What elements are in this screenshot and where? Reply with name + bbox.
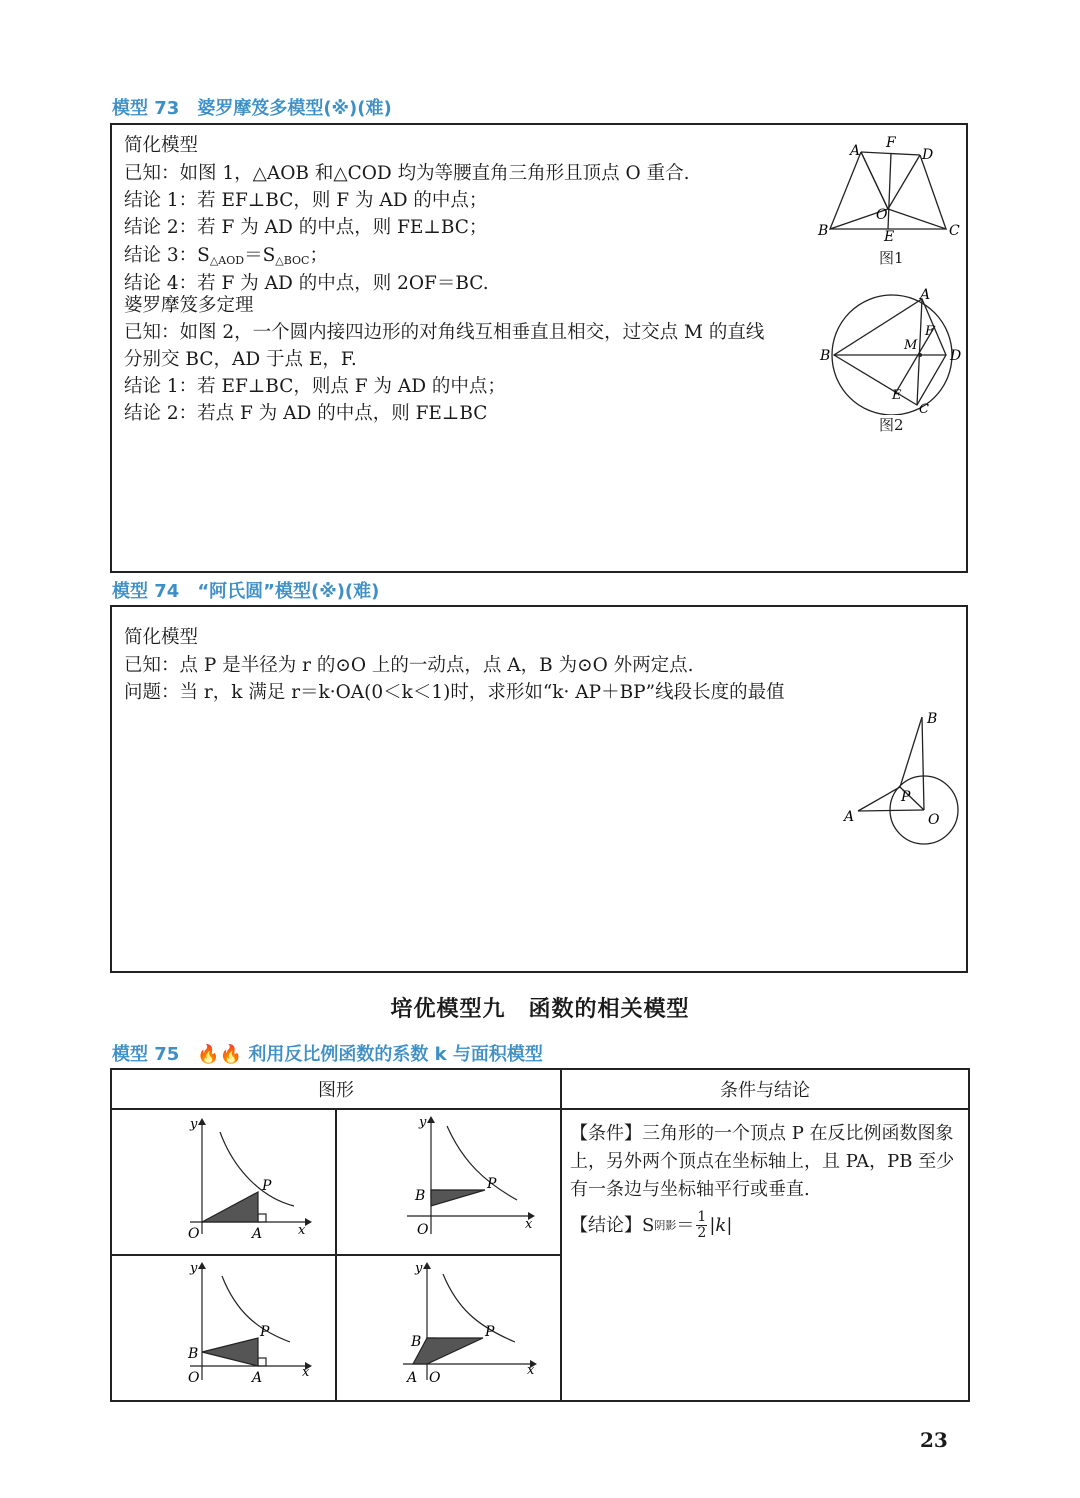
g1-label-y: y	[190, 1117, 198, 1132]
conclusion-4: 结论 4：若 F 为 AD 的中点，则 2OF＝BC.	[124, 273, 489, 294]
g1-label-P: P	[262, 1178, 272, 1194]
g3-label-P: P	[260, 1324, 270, 1340]
conclusion-3-end: ；	[309, 245, 328, 266]
given-text-2a: 已知：如图 2，一个圆内接四边形的对角线互相垂直且相交，过交点 M 的直线	[124, 322, 765, 343]
g4-label-y: y	[415, 1261, 423, 1276]
model73-heading: 模型 73 婆罗摩笈多模型(※)(难)	[112, 98, 392, 119]
fraction-numerator: 1	[697, 1209, 707, 1225]
g3-label-y: y	[190, 1261, 198, 1276]
g2-label-O: O	[417, 1222, 429, 1238]
g2-label-x: x	[525, 1217, 533, 1232]
fig1-label-F: F	[886, 135, 896, 151]
brahmagupta-theorem-label: 婆罗摩笈多定理	[124, 295, 254, 316]
g4-label-O: O	[429, 1370, 441, 1386]
graph-cell-3	[111, 1255, 336, 1401]
fig2-label-M: M	[904, 338, 918, 353]
fig2-label-D: D	[950, 348, 962, 364]
given-text-74: 已知：点 P 是半径为 r 的⊙O 上的一动点，点 A，B 为⊙O 外两定点.	[124, 655, 694, 676]
fig1-label-A: A	[850, 143, 861, 159]
g1-label-A: A	[252, 1226, 263, 1242]
graph-cell-2	[336, 1109, 561, 1255]
conclusion-3-lead: 结论 3：S	[124, 245, 210, 266]
fig1-label-B: B	[818, 223, 829, 239]
given-text: 已知：如图 1，△AOB 和△COD 均为等腰直角三角形且顶点 O 重合.	[124, 163, 690, 184]
graph-1	[112, 1110, 335, 1250]
graph-4	[337, 1256, 560, 1396]
conclusion-prefix: 【结论】S	[570, 1214, 655, 1236]
conclusion-2: 结论 2：若 F 为 AD 的中点，则 FE⊥BC；	[124, 217, 488, 238]
conclusion-3	[124, 243, 328, 274]
condition-text: 【条件】三角形的一个顶点 P 在反比例函数图象上，另外两个顶点在坐标轴上，且 PA，PB 至少有一条边与坐标轴平行或垂直.	[570, 1123, 955, 1200]
conclusion-text	[570, 1210, 960, 1241]
model74-heading: 模型 74 “阿氏圆”模型(※)(难)	[112, 581, 380, 602]
fig1-label-O: O	[876, 207, 888, 223]
theorem-conclusion-1: 结论 1：若 EF⊥BC，则点 F 为 AD 的中点；	[124, 376, 506, 397]
figure-1-diagram	[812, 131, 962, 241]
conclusion-3-mid: ＝S	[244, 245, 276, 266]
g4-label-A: A	[407, 1370, 418, 1386]
simplified-model-label-74: 简化模型	[124, 627, 199, 648]
conclusion-3-sub1: △AOD	[209, 254, 245, 267]
model74-box	[110, 605, 968, 973]
section-title: 培优模型九 函数的相关模型	[390, 997, 690, 1022]
fig1-label-D: D	[922, 147, 934, 163]
fig74-label-A: A	[844, 809, 855, 825]
g2-label-y: y	[419, 1115, 427, 1130]
g1-label-x: x	[298, 1223, 306, 1238]
given-text-2b: 分别交 BC，AD 于点 E，F.	[124, 349, 357, 370]
model75-heading: 模型 75 🔥🔥 利用反比例函数的系数 k 与面积模型	[112, 1044, 543, 1065]
model73-box	[110, 123, 968, 573]
graph-2	[337, 1110, 560, 1250]
column-header-figure: 图形	[111, 1069, 561, 1109]
conclusion-abs-k: |k|	[709, 1214, 733, 1236]
g1-label-O: O	[188, 1226, 200, 1242]
g3-label-x: x	[302, 1365, 310, 1380]
g2-label-B: B	[415, 1188, 426, 1204]
fig2-label-E: E	[892, 388, 902, 403]
column-header-conditions: 条件与结论	[561, 1069, 969, 1109]
g4-label-B: B	[411, 1334, 422, 1350]
conclusion-sub: 阴影	[654, 1218, 677, 1232]
graph-cell-1	[111, 1109, 336, 1255]
fraction-denominator: 2	[697, 1225, 707, 1241]
simplified-model-label: 简化模型	[124, 135, 199, 156]
g3-label-A: A	[252, 1370, 263, 1386]
fig74-label-O: O	[928, 812, 940, 828]
g4-label-P: P	[485, 1324, 495, 1340]
figure-1-caption: 图1	[879, 249, 904, 267]
fig1-label-E: E	[884, 229, 895, 241]
fig1-label-C: C	[949, 223, 960, 239]
theorem-conclusion-2: 结论 2：若点 F 为 AD 的中点，则 FE⊥BC	[124, 403, 488, 424]
fig2-label-B: B	[820, 348, 831, 364]
fraction	[696, 1210, 707, 1241]
conclusion-1: 结论 1：若 EF⊥BC，则 F 为 AD 的中点；	[124, 190, 488, 211]
conclusion-eq: ＝	[676, 1214, 695, 1236]
graph-3	[112, 1256, 335, 1396]
figure-2-diagram	[816, 285, 966, 415]
conditions-cell	[561, 1109, 969, 1401]
fig2-label-A: A	[920, 287, 931, 303]
fig74-label-P: P	[901, 789, 911, 805]
g2-label-P: P	[487, 1176, 497, 1192]
question-text-74: 问题：当 r，k 满足 r＝k·OA(0＜k＜1)时，求形如“k· AP＋BP”线段长度的最值	[124, 682, 785, 703]
conclusion-3-sub2: △BOC	[275, 254, 310, 267]
g3-label-B: B	[188, 1346, 199, 1362]
fig2-label-F: F	[925, 324, 935, 339]
fig74-label-B: B	[927, 711, 938, 727]
g4-label-x: x	[527, 1363, 535, 1378]
g3-label-O: O	[188, 1370, 200, 1386]
apollonius-circle-diagram	[838, 703, 968, 853]
page-number: 23	[920, 1428, 948, 1452]
fig2-label-C: C	[919, 402, 929, 415]
figure-2-caption: 图2	[879, 416, 904, 434]
graph-cell-4	[336, 1255, 561, 1401]
model75-table	[110, 1068, 970, 1402]
